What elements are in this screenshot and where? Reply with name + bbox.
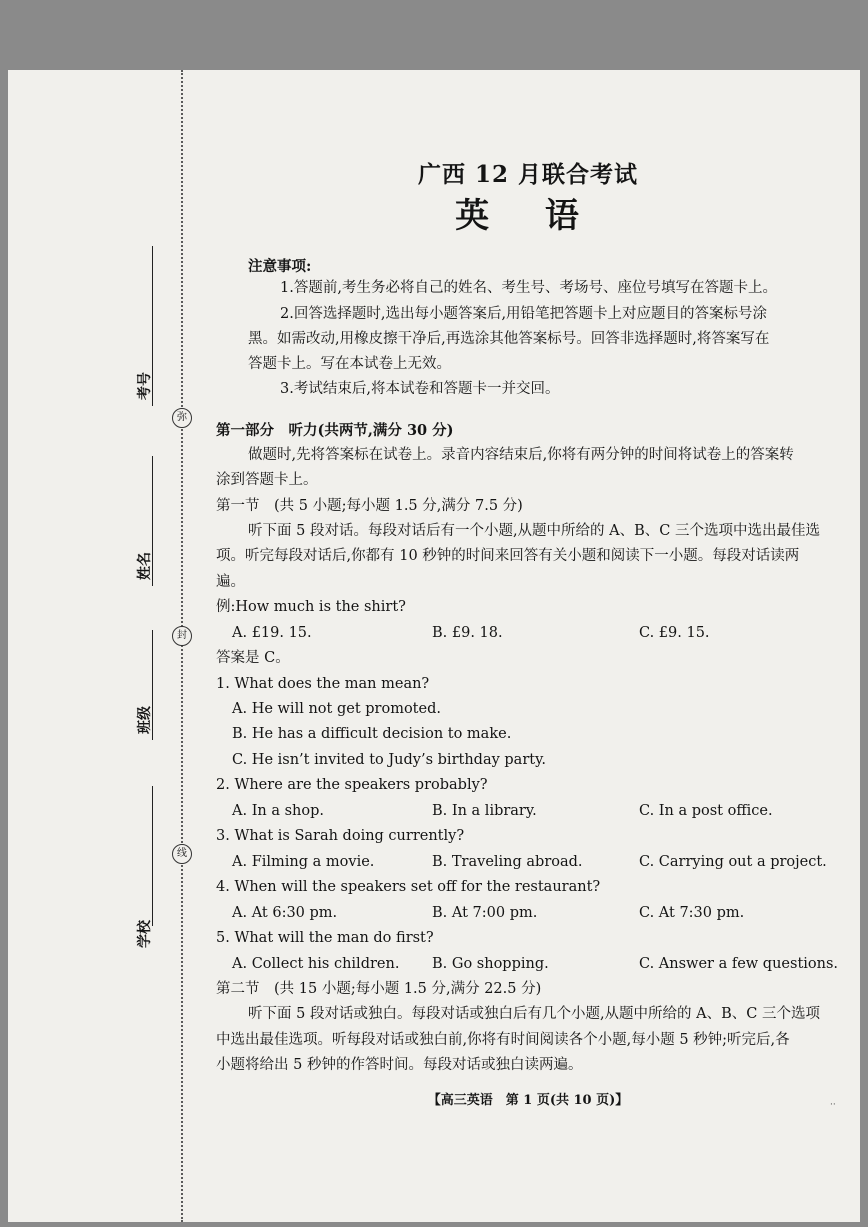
section1-intro-2: 项。听完每段对话后,你都有 10 秒钟的时间来回答有关小题和阅读下一小题。每段对话读两 bbox=[216, 548, 800, 564]
school-field bbox=[108, 786, 168, 966]
q2-option-b: B. In a library. bbox=[432, 803, 537, 819]
notes-item-2-cont2: 答题卡上。写在本试卷上无效。 bbox=[248, 356, 451, 372]
notes-item-2-cont: 黑。如需改动,用橡皮擦干净后,再选涂其他答案标号。回答非选择题时,将答案写在 bbox=[248, 331, 770, 347]
part1-heading: 第一部分 听力(共两节,满分 30 分) bbox=[216, 422, 454, 439]
q5-question: 5. What will the man do first? bbox=[216, 930, 434, 946]
name-label: 姓名 bbox=[137, 552, 153, 580]
section2-intro-1: 听下面 5 段对话或独白。每段对话或独白后有几个小题,从题中所给的 A、B、C 三个选项 bbox=[248, 1006, 820, 1022]
section2-intro-3: 小题将给出 5 秒钟的作答时间。每段对话或独白读两遍。 bbox=[216, 1057, 583, 1073]
q5-option-c: C. Answer a few questions. bbox=[639, 956, 839, 972]
example-question: 例:How much is the shirt? bbox=[216, 599, 406, 615]
name-field bbox=[108, 456, 168, 636]
seal-xian: 线 bbox=[172, 844, 192, 864]
page-footer: 【高三英语 第 1 页(共 10 页)】 bbox=[427, 1093, 629, 1108]
q2-option-a: A. In a shop. bbox=[232, 803, 325, 819]
example-answer: 答案是 C。 bbox=[216, 650, 290, 666]
notes-item-1: 1.答题前,考生务必将自己的姓名、考生号、考场号、座位号填写在答题卡上。 bbox=[280, 280, 777, 296]
q2-question: 2. Where are the speakers probably? bbox=[216, 777, 488, 793]
q1-question: 1. What does the man mean? bbox=[216, 676, 430, 692]
q3-option-c: C. Carrying out a project. bbox=[639, 854, 827, 870]
q5-option-a: A. Collect his children. bbox=[232, 956, 400, 972]
q5-option-b: B. Go shopping. bbox=[432, 956, 549, 972]
notes-item-3: 3.考试结束后,将本试卷和答题卡一并交回。 bbox=[280, 381, 560, 397]
exam-title: 广西 12 月联合考试 bbox=[417, 161, 639, 188]
q3-option-b: B. Traveling abroad. bbox=[432, 854, 583, 870]
class-field bbox=[108, 630, 168, 810]
school-line bbox=[152, 786, 153, 926]
part1-intro-1: 做题时,先将答案标在试卷上。录音内容结束后,你将有两分钟的时间将试卷上的答案转 bbox=[248, 447, 794, 463]
q1-option-b: B. He has a difficult decision to make. bbox=[232, 726, 512, 742]
section1-intro-3: 遍。 bbox=[216, 574, 245, 590]
q1-option-a: A. He will not get promoted. bbox=[232, 701, 441, 717]
q4-option-b: B. At 7:00 pm. bbox=[432, 905, 538, 921]
school-label: 学校 bbox=[137, 920, 153, 948]
exam-no-field bbox=[108, 246, 168, 426]
q4-question: 4. When will the speakers set off for the restaurant? bbox=[216, 879, 601, 895]
part1-intro-2: 涂到答题卡上。 bbox=[216, 472, 318, 488]
corner-mark: ·· bbox=[830, 1100, 836, 1110]
q2-option-c: C. In a post office. bbox=[639, 803, 773, 819]
example-option-c: C. £9. 15. bbox=[639, 625, 710, 641]
example-option-b: B. £9. 18. bbox=[432, 625, 503, 641]
q4-option-c: C. At 7:30 pm. bbox=[639, 905, 745, 921]
section2-intro-2: 中选出最佳选项。听每段对话或独白前,你将有时间阅读各个小题,每小题 5 秒钟;听完后,各 bbox=[216, 1032, 790, 1048]
section2-heading: 第二节 (共 15 小题;每小题 1.5 分,满分 22.5 分) bbox=[216, 981, 542, 997]
seal-mi: 弥 bbox=[172, 408, 192, 428]
binding-line bbox=[181, 70, 183, 1222]
section1-intro-1: 听下面 5 段对话。每段对话后有一个小题,从题中所给的 A、B、C 三个选项中选出最佳选 bbox=[248, 523, 820, 539]
notes-heading: 注意事项: bbox=[248, 258, 312, 275]
q3-question: 3. What is Sarah doing currently? bbox=[216, 828, 465, 844]
subject-title: 英 语 bbox=[455, 196, 601, 236]
example-option-a: A. £19. 15. bbox=[232, 625, 312, 641]
notes-item-2: 2.回答选择题时,选出每小题答案后,用铅笔把答题卡上对应题目的答案标号涂 bbox=[280, 306, 768, 322]
section1-heading: 第一节 (共 5 小题;每小题 1.5 分,满分 7.5 分) bbox=[216, 498, 523, 514]
q1-option-c: C. He isn’t invited to Judy’s birthday party. bbox=[232, 752, 546, 768]
exam-no-label: 考号 bbox=[137, 372, 153, 400]
class-label: 班级 bbox=[137, 706, 153, 734]
seal-feng: 封 bbox=[172, 626, 192, 646]
q4-option-a: A. At 6:30 pm. bbox=[232, 905, 338, 921]
q3-option-a: A. Filming a movie. bbox=[232, 854, 375, 870]
exam-sheet bbox=[8, 70, 860, 1222]
